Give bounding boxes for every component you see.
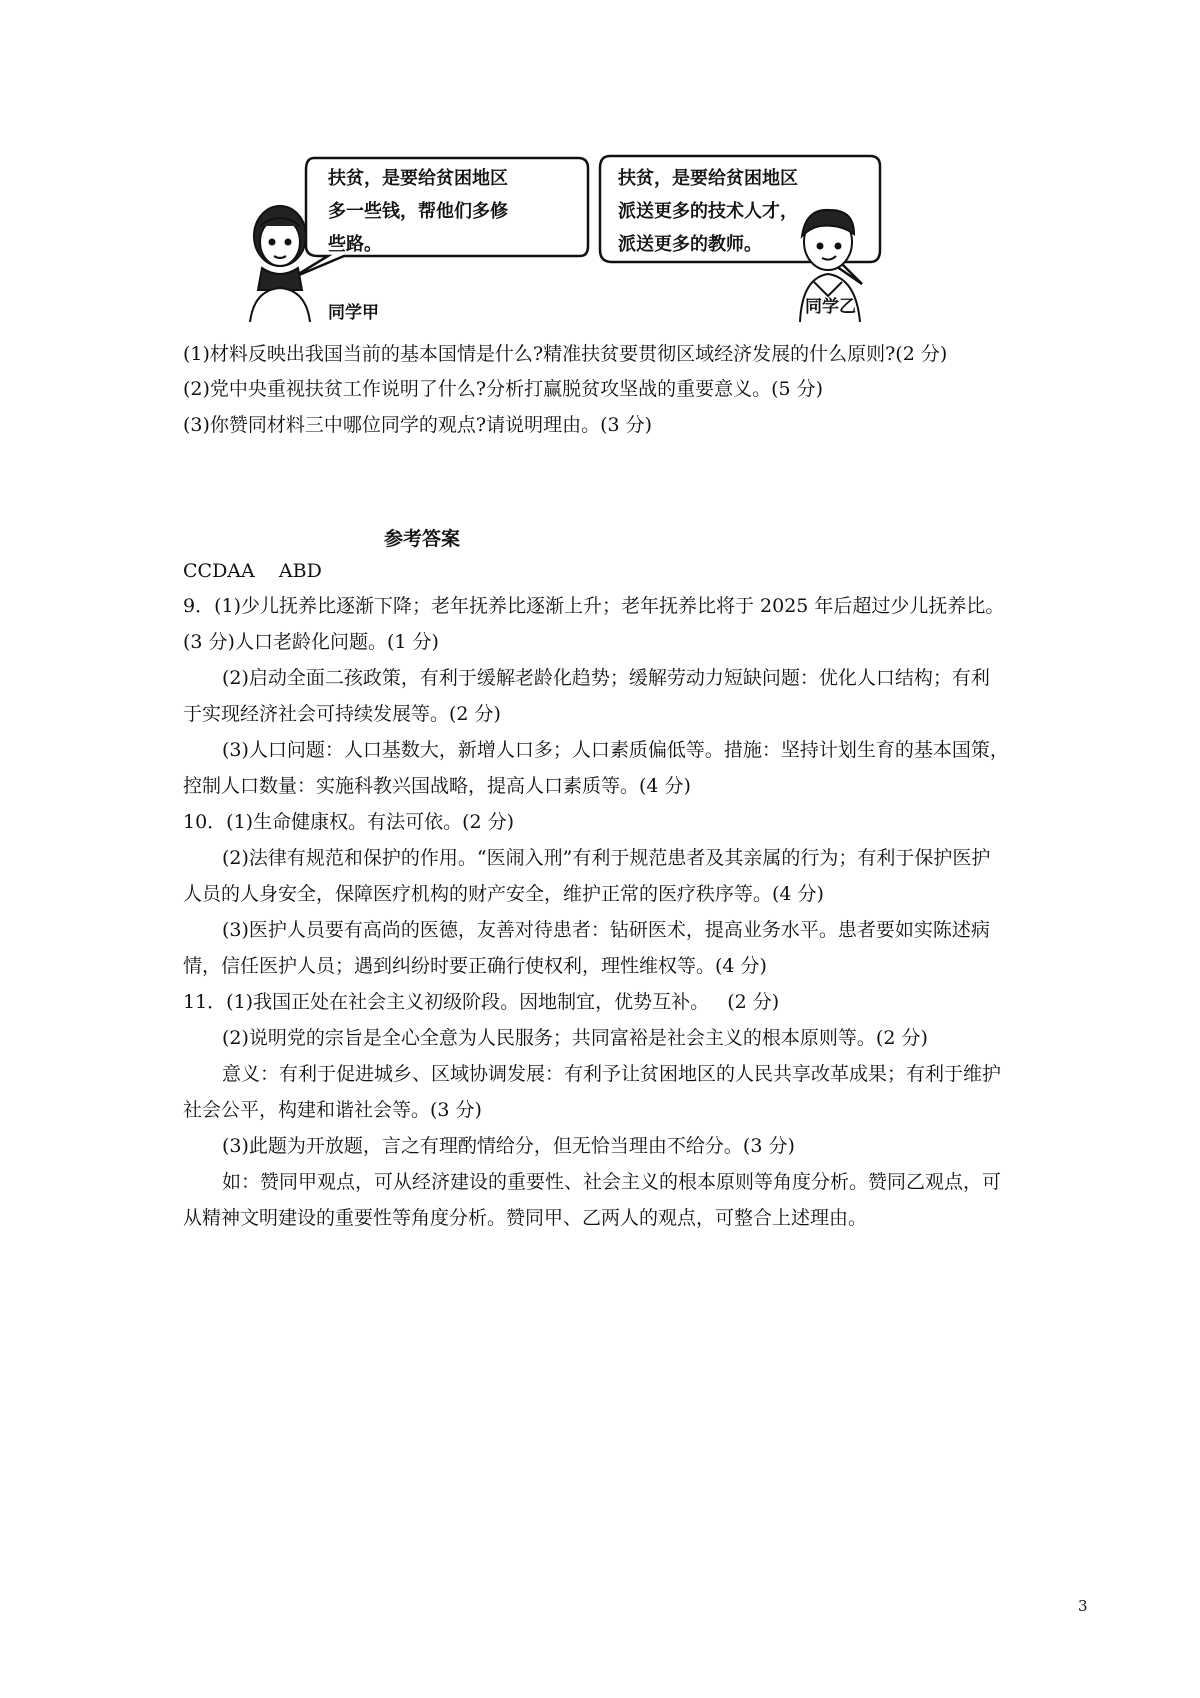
student-b-caption: 同学乙 [805, 297, 856, 317]
page-number: 3 [1078, 1597, 1088, 1615]
answer-line: 从精神文明建设的重要性等角度分析。赞同甲、乙两人的观点，可整合上述理由。 [183, 1207, 868, 1229]
speech-line: 多一些钱，帮他们多修 [328, 201, 508, 222]
answer-line: (3)此题为开放题，言之有理酌情给分，但无恰当理由不给分。(3 分) [222, 1135, 795, 1157]
student-a-figure [250, 206, 310, 322]
speech-line: 些路。 [328, 234, 382, 255]
question-2: (2)党中央重视扶贫工作说明了什么?分析打赢脱贫攻坚战的重要意义。(5 分) [183, 378, 824, 400]
answer-line: 社会公平，构建和谐社会等。(3 分) [183, 1099, 482, 1121]
question-3: (3)你赞同材料三中哪位同学的观点?请说明理由。(3 分) [183, 414, 653, 436]
answer-line: 9．(1)少儿抚养比逐渐下降；老年抚养比逐渐上升；老年抚养比将于 2025 年后超过少儿抚养比。 [183, 595, 1005, 617]
answer-line: 人员的人身安全，保障医疗机构的财产安全，维护正常的医疗秩序等。(4 分) [183, 883, 824, 905]
answer-line: 11．(1)我国正处在社会主义初级阶段。因地制宜，优势互补。 (2 分) [183, 991, 780, 1013]
answer-line: (3)人口问题：人口基数大，新增人口多；人口素质偏低等。措施：坚持计划生育的基本国策， [222, 739, 1009, 761]
speech-line: 派送更多的教师。 [618, 234, 762, 255]
answer-line: (3)医护人员要有高尚的医德，友善对待患者：钻研医术，提高业务水平。患者要如实陈述病 [222, 919, 990, 941]
speech-line: 派送更多的技术人才， [618, 201, 798, 222]
answer-line: 意义：有利于促进城乡、区域协调发展：有利予让贫困地区的人民共享改革成果；有利于维护 [222, 1063, 1002, 1085]
answer-line: (2)法律有规范和保护的作用。“医闹入刑”有利于规范患者及其亲属的行为；有利于保护医护 [222, 847, 991, 869]
speech-line: 扶贫，是要给贫困地区 [328, 168, 508, 189]
answer-line: 10．(1)生命健康权。有法可依。(2 分) [183, 811, 515, 833]
answer-line: (2)说明党的宗旨是全心全意为人民服务；共同富裕是社会主义的根本原则等。(2 分) [222, 1027, 928, 1049]
answer-line: 于实现经济社会可持续发展等。(2 分) [183, 703, 501, 725]
dialogue-illustration [240, 150, 960, 322]
speech-line: 扶贫，是要给贫困地区 [618, 168, 798, 189]
student-a-speech [328, 162, 508, 261]
choice-answers: CCDAA ABD [183, 560, 322, 582]
student-a-caption: 同学甲 [328, 303, 379, 323]
answer-heading: 参考答案 [384, 528, 461, 550]
answer-line: 控制人口数量：实施科教兴国战略，提高人口素质等。(4 分) [183, 775, 691, 797]
answer-line: 情，信任医护人员；遇到纠纷时要正确行使权利，理性维权等。(4 分) [183, 955, 767, 977]
answer-line: (2)启动全面二孩政策，有利于缓解老龄化趋势；缓解劳动力短缺问题：优化人口结构；有利 [222, 667, 990, 689]
answer-line: (3 分)人口老龄化问题。(1 分) [183, 631, 439, 653]
question-1: (1)材料反映出我国当前的基本国情是什么?精准扶贫要贯彻区域经济发展的什么原则?(2 分) [183, 343, 948, 365]
answer-line: 如：赞同甲观点，可从经济建设的重要性、社会主义的根本原则等角度分析。赞同乙观点，可 [222, 1171, 1002, 1193]
student-b-speech [618, 162, 798, 261]
